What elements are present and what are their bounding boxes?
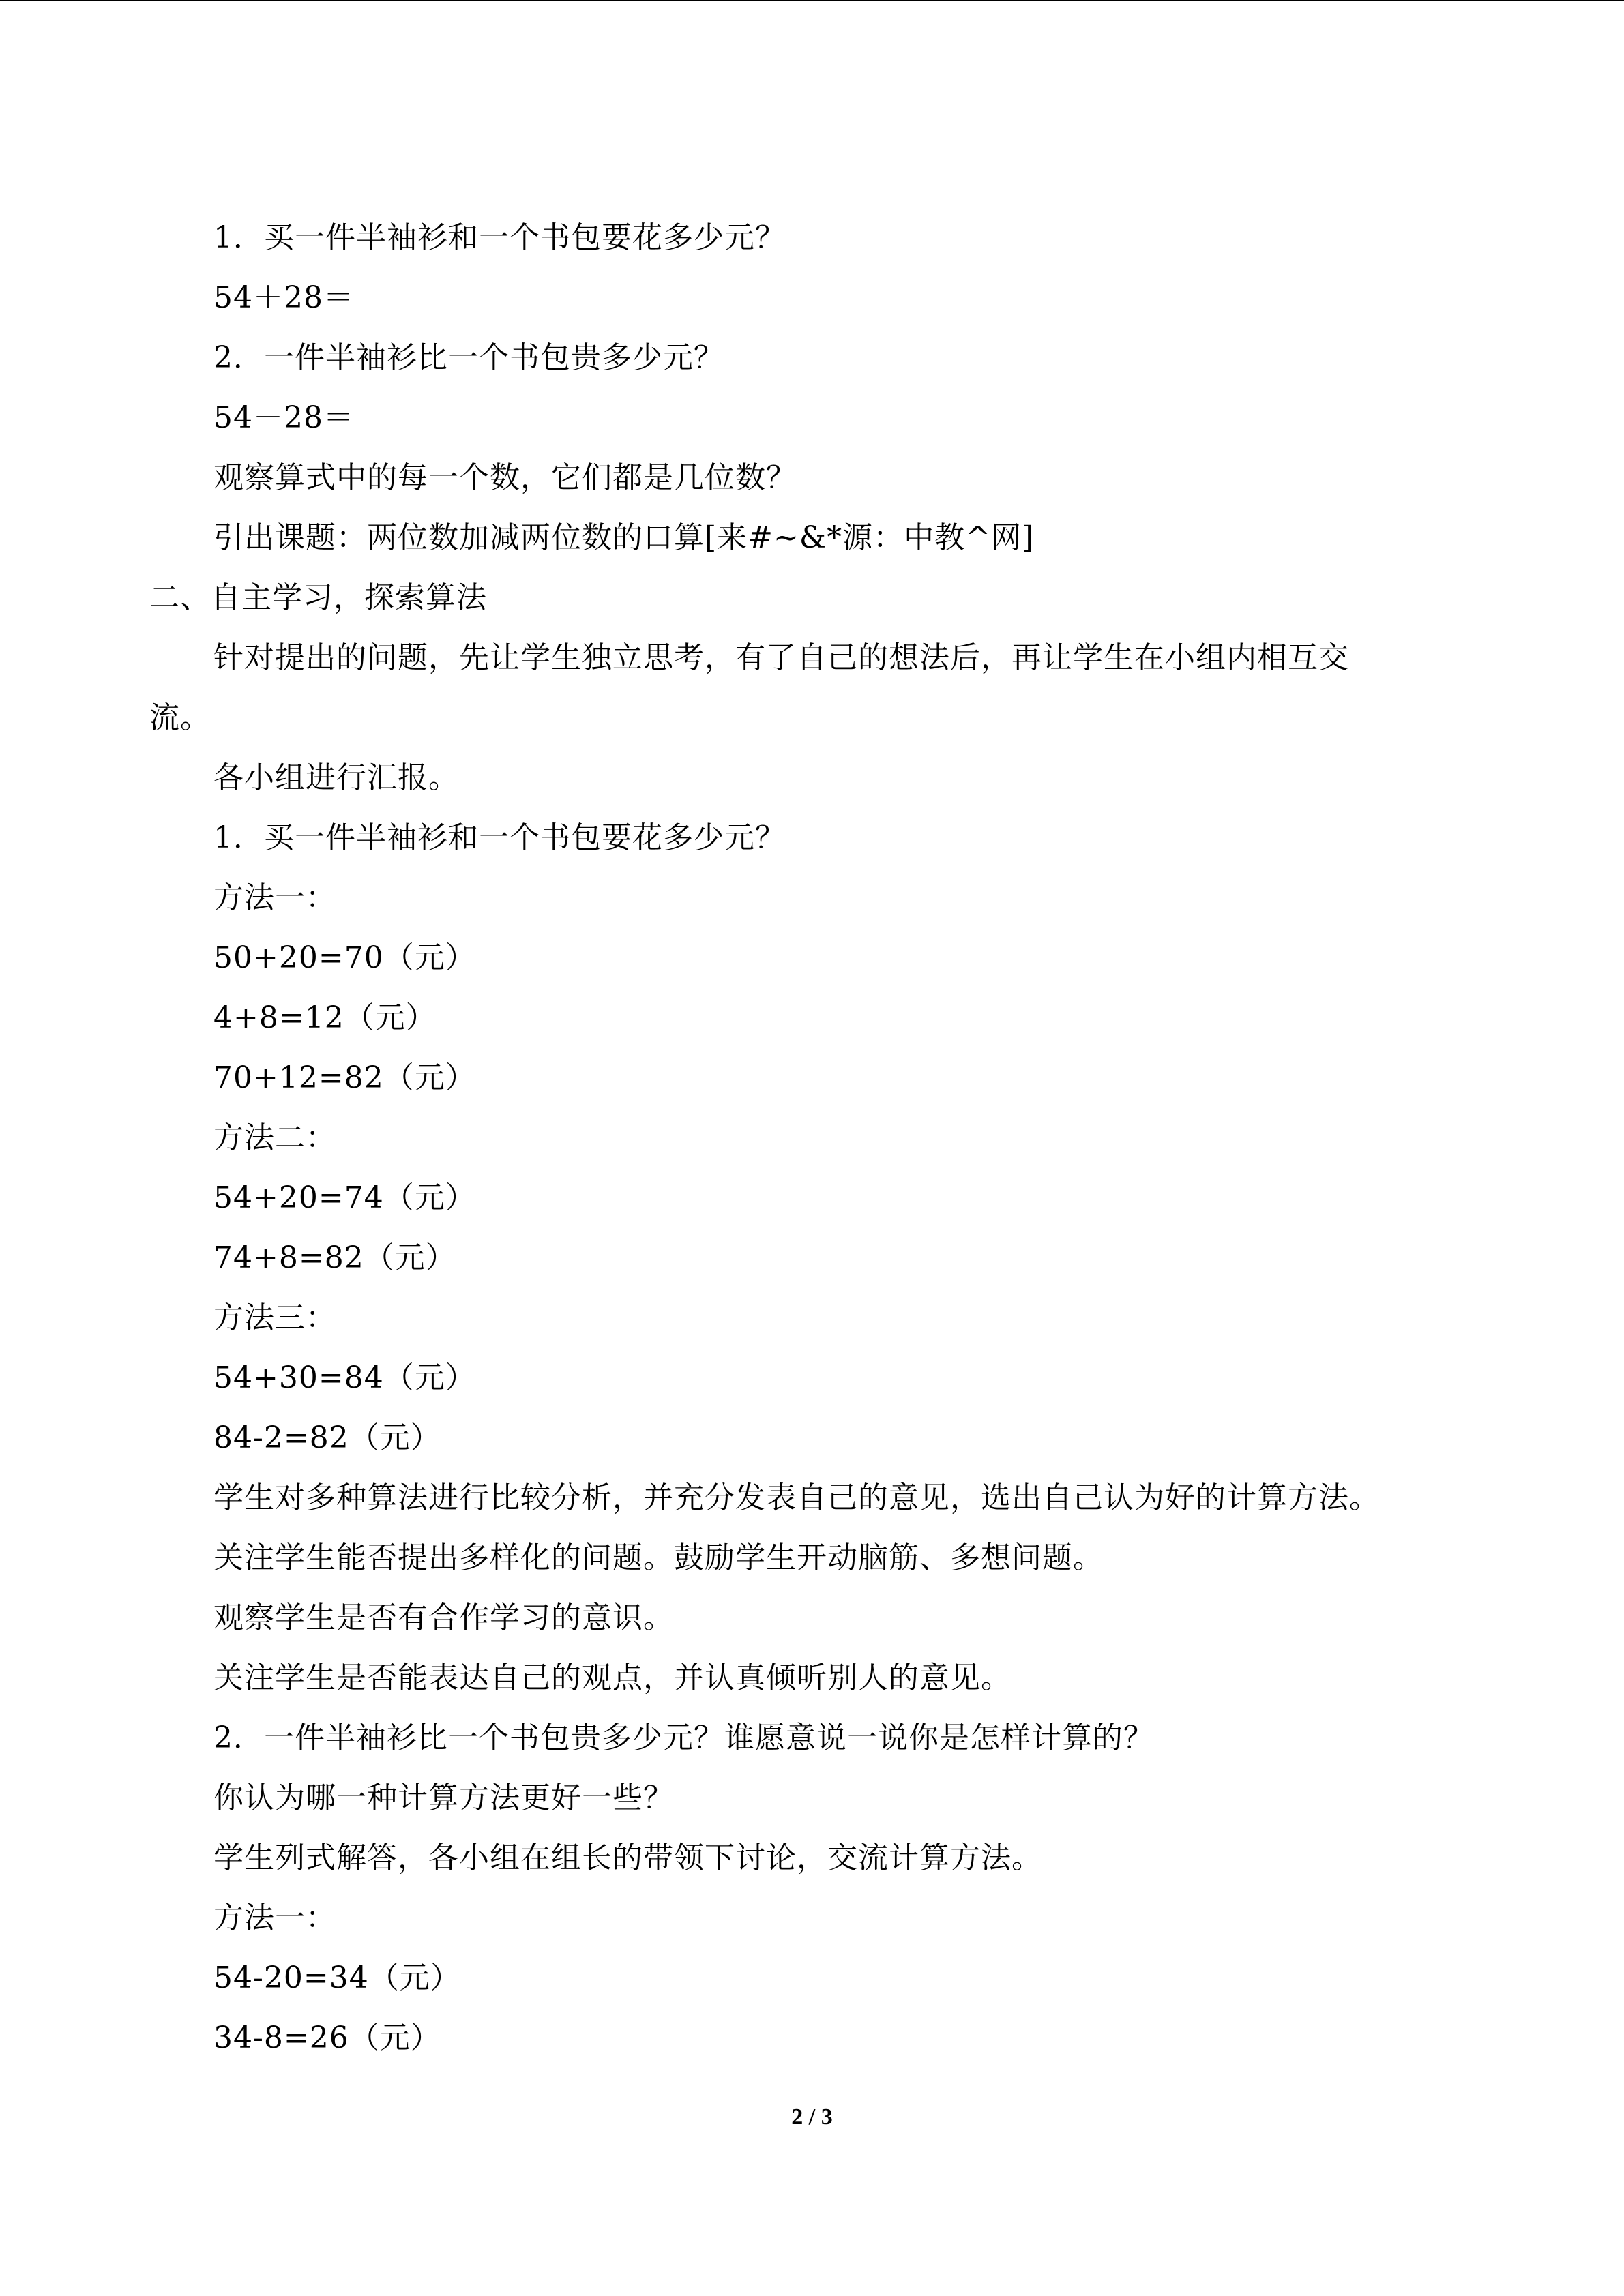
text-line: 54-20=34（元） bbox=[213, 1960, 461, 1995]
page-number: 2 / 3 bbox=[791, 2104, 833, 2130]
text-line: 70+12=82（元） bbox=[213, 1060, 476, 1095]
text-line: 54＋28＝ bbox=[213, 280, 354, 315]
text-line: 1．买一件半袖衫和一个书包要花多少元？ bbox=[213, 220, 786, 255]
text-line: 方法一： bbox=[213, 1900, 336, 1935]
text-line: 针对提出的问题，先让学生独立思考，有了自己的想法后，再让学生在小组内相互交 bbox=[213, 640, 1349, 675]
text-line: 观察学生是否有合作学习的意识。 bbox=[213, 1600, 674, 1635]
text-line: 观察算式中的每一个数，它们都是几位数？ bbox=[213, 460, 797, 495]
section-heading: 二、自主学习，探索算法 bbox=[149, 580, 487, 615]
text-line: 50+20=70（元） bbox=[213, 940, 476, 975]
text-line: 84-2=82（元） bbox=[213, 1420, 441, 1455]
text-line: 74+8=82（元） bbox=[213, 1240, 456, 1275]
text-line: 2．一件半袖衫比一个书包贵多少元？谁愿意说一说你是怎样计算的？ bbox=[213, 1720, 1154, 1755]
text-line: 引出课题：两位数加减两位数的口算[来#~&*源：中教^网] bbox=[213, 520, 1035, 555]
text-line: 关注学生能否提出多样化的问题。鼓励学生开动脑筋、多想问题。 bbox=[213, 1540, 1104, 1575]
text-line: 34-8=26（元） bbox=[213, 2021, 441, 2055]
text-line: 1．买一件半袖衫和一个书包要花多少元？ bbox=[213, 820, 786, 855]
text-line: 学生对多种算法进行比较分析，并充分发表自己的意见，选出自己认为好的计算方法。 bbox=[213, 1480, 1380, 1515]
text-line: 54+20=74（元） bbox=[213, 1180, 476, 1215]
text-line: 关注学生是否能表达自己的观点，并认真倾听别人的意见。 bbox=[213, 1660, 1012, 1695]
text-line: 方法二： bbox=[213, 1120, 336, 1155]
text-line: 你认为哪一种计算方法更好一些？ bbox=[213, 1780, 674, 1815]
text-line: 方法一： bbox=[213, 880, 336, 915]
text-line: 2．一件半袖衫比一个书包贵多少元？ bbox=[213, 340, 724, 375]
text-line: 54－28＝ bbox=[213, 400, 354, 435]
text-line: 流。 bbox=[149, 700, 211, 735]
text-line: 方法三： bbox=[213, 1300, 336, 1335]
text-line: 4+8=12（元） bbox=[213, 1000, 437, 1035]
text-line: 54+30=84（元） bbox=[213, 1360, 476, 1395]
text-line: 学生列式解答，各小组在组长的带领下讨论，交流计算方法。 bbox=[213, 1840, 1042, 1875]
text-line: 各小组进行汇报。 bbox=[213, 760, 459, 795]
